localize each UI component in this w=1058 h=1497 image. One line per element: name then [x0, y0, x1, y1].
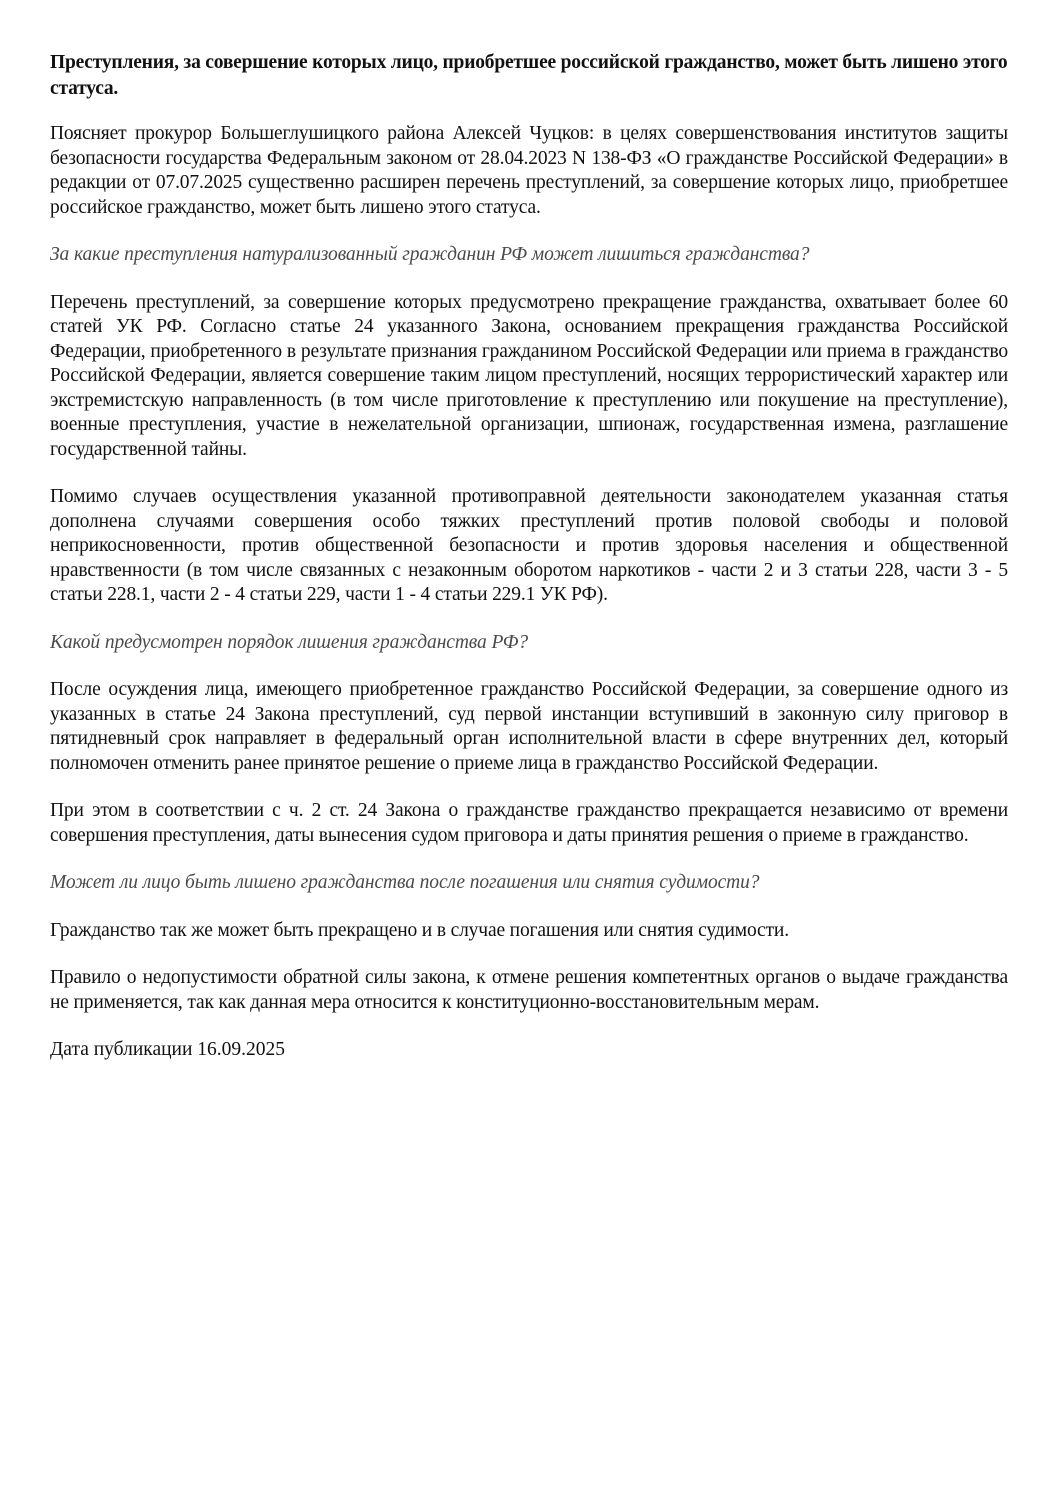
section-paragraph: После осуждения лица, имеющего приобретенное гражданство Российской Федерации, за совершение одного из указанных в статье 24 Закона преступлений, суд первой инстанции вступивший в законную силу приговор в пятидневный срок направляет в федеральный орган исполнительной власти в сфере внутренних дел, который полномочен отменить ранее принятое решение о приеме лица в гражданство Российской Федерации. — [50, 679, 1008, 774]
section-paragraph: Гражданство так же может быть прекращено и в случае погашения или снятия судимости. — [50, 919, 789, 941]
document-title: Преступления, за совершение которых лицо, приобретшее российской гражданство, может быть лишено этого статуса. — [50, 52, 1008, 99]
section-paragraph: При этом в соответствии с ч. 2 ст. 24 Закона о гражданстве гражданство прекращается независимо от времени совершения преступления, даты вынесения судом приговора и даты принятия решения о приеме в гражданство. — [50, 800, 1008, 846]
document-page — [50, 50, 1008, 1063]
section-expunged-conviction — [50, 871, 1008, 1015]
section-question: Может ли лицо быть лишено гражданства после погашения или снятия судимости? — [50, 872, 760, 893]
section-grounds — [50, 243, 1008, 608]
section-paragraph: Перечень преступлений, за совершение которых предусмотрено прекращение гражданства, охватывает более 60 статей УК РФ. Согласно статье 24 указанного Закона, основанием прекращения гражданства Российской Федерации, приобретенного в результате признания гражданином Российской Федерации или приема в гражданство Российской Федерации, является совершение таким лицом преступлений, носящих террористический характер или экстремистскую направленность (в том числе приготовление к преступлению или покушение на преступление), военные преступления, участие в нежелательной организации, шпионаж, государственная измена, разглашение государственной тайны. — [50, 291, 1008, 460]
section-question: Какой предусмотрен порядок лишения гражданства РФ? — [50, 631, 528, 653]
intro-paragraph: Поясняет прокурор Большеглушицкого района Алексей Чуцков: в целях совершенствования институтов защиты безопасности государства Федеральным законом от 28.04.2023 N 138-ФЗ «О гражданстве Российской Федерации» в редакции от 07.07.2025 существенно расширен перечень преступлений, за совершение которых лицо, приобретшее российское гражданство, может быть лишено этого статуса. — [50, 123, 1008, 218]
section-paragraph: Правило о недопустимости обратной силы закона, к отмене решения компетентных органов о выдаче гражданства не применяется, так как данная мера относится к конституционно-восстановительным мерам. — [50, 967, 1008, 1013]
publication-date: Дата публикации 16.09.2025 — [50, 1039, 286, 1060]
section-paragraph: Помимо случаев осуществления указанной противоправной деятельности законодателем указанная статья дополнена случаями совершения особо тяжких преступлений против половой свободы и половой неприкосновенности, против общественной безопасности и против здоровья населения и общественной нравственности (в том числе связанных с незаконным оборотом наркотиков - части 2 и 3 статьи 228, части 3 - 5 статьи 228.1, части 2 - 4 статьи 229, части 1 - 4 статьи 229.1 УК РФ). — [50, 486, 1008, 605]
section-question: За какие преступления натурализованный гражданин РФ может лишиться гражданства? — [50, 244, 810, 265]
section-procedure — [50, 631, 1008, 849]
